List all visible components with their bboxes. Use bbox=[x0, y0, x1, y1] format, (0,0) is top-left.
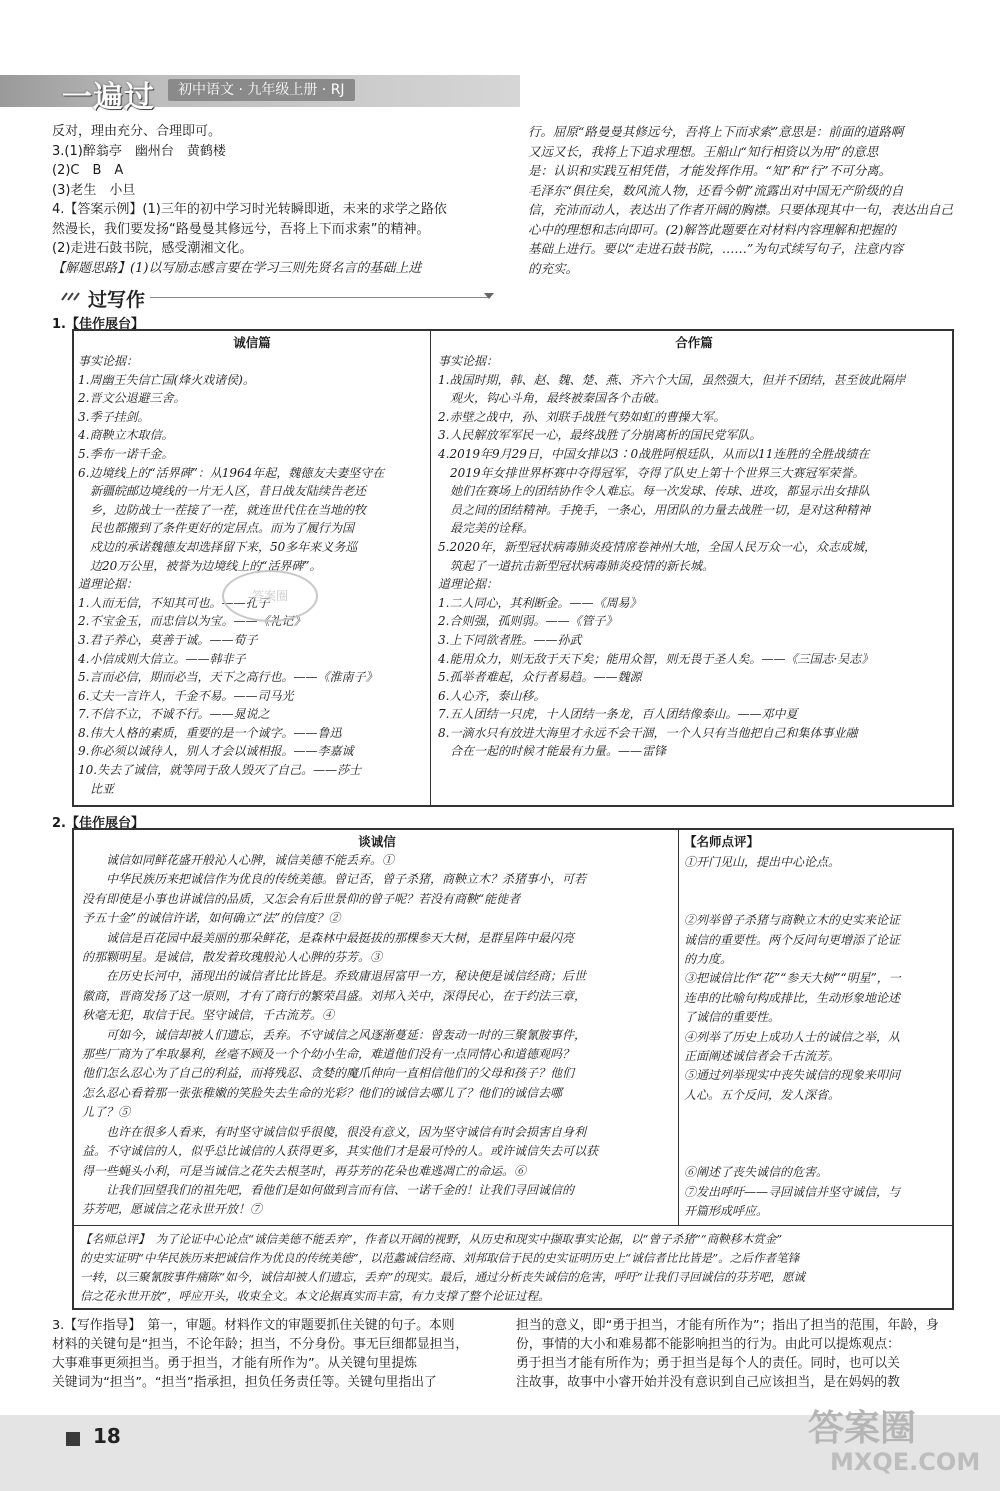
evidence-line: 2.赤壁之战中，孙、刘联手战胜气势如虹的曹操大军。 bbox=[438, 409, 726, 424]
ex2-summary bbox=[80, 1230, 950, 1306]
essay-line: 怎么忍心看着那一张张稚嫩的笑脸失去生命的光彩？他们的诚信去哪儿了？他们的诚信去哪 bbox=[82, 1085, 563, 1100]
ex1-left-column bbox=[78, 333, 426, 798]
subject-label: 初中语文 · 九年级上册 · RJ bbox=[168, 79, 355, 101]
review-comment: ④列举了历史上成功人士的诚信之举，从 bbox=[684, 1029, 901, 1044]
review-comment: ⑤通过列举现实中丧失诚信的现象来叩问 bbox=[684, 1068, 901, 1083]
evidence-line: 最完美的诠释。 bbox=[438, 521, 535, 536]
summary-line: 的史实证明“中华民族历来把诚信作为优良的传统美德”，以范蠡诚信经商、刘邦取信于民的史实证明历史上“诚信者比比皆是”。之后作者笔锋 bbox=[80, 1251, 800, 1265]
review-comment: 的力度。 bbox=[684, 952, 733, 966]
answer-line: (2)C B A bbox=[52, 163, 124, 178]
review-comment: 连串的比喻句构成排比，生动形象地论述 bbox=[684, 990, 901, 1005]
ex2-essay bbox=[82, 832, 672, 1220]
evidence-line: 事实论据： bbox=[438, 354, 499, 368]
answer-line: (2)走进石鼓书院，感受潮湘文化。 bbox=[52, 241, 253, 256]
ex1-right-column bbox=[438, 333, 950, 761]
review-comment: 正面阐述诚信者会千古流芳。 bbox=[684, 1049, 841, 1063]
review-comment: ⑦发出呼吁——寻回诚信并坚守诚信，与 bbox=[684, 1184, 901, 1199]
essay-line: 那些厂商为了牟取暴利，丝毫不顾及一个个幼小生命，难道他们没有一点同情心和道德观吗？ bbox=[82, 1047, 575, 1062]
explanation-line: 心中的理想和志向即可。(2)解答此题要在对材料内容理解和把握的 bbox=[528, 221, 896, 237]
ex2-review bbox=[684, 832, 950, 1231]
evidence-line: 8.一滴水只有放进大海里才永远不会干涸，一个人只有当他把自己和集体事业融 bbox=[438, 725, 858, 740]
evidence-line: 1.二人同心，其利断金。——《周易》 bbox=[438, 595, 642, 610]
evidence-line: 4.能用众力，则无敌于天下矣；能用众智，则无畏于圣人矣。——《三国志·吴志》 bbox=[438, 651, 874, 666]
review-comment: 诚信的重要性。两个反问句更增添了论证 bbox=[684, 932, 901, 947]
essay-line: 予五十金”的诚信许诺，如何确立“法”的信度？② bbox=[82, 911, 341, 926]
evidence-line: 道理论据： bbox=[78, 577, 139, 592]
page-number: 18 bbox=[93, 1424, 121, 1448]
watermark-stamp: 答案圈 bbox=[222, 570, 318, 622]
explanation-line: 基础上进行。要以“走进石鼓书院，……”为句式续写句子，注意内容 bbox=[528, 241, 904, 256]
explanation-line: 毛泽东“俱往矣，数风流人物，还看今朝”流露出对中国无产阶级的自 bbox=[528, 182, 904, 198]
review-comment: 人心。五个反问，发人深省。 bbox=[684, 1087, 841, 1102]
evidence-line: 7.不信不立，不诚不行。——晁说之 bbox=[78, 707, 270, 722]
guide-line: 担当的意义，即“勇于担当，才能有所作为”；指出了担当的范围，年龄，身 bbox=[516, 1318, 939, 1333]
review-title: 【名师点评】 bbox=[684, 834, 760, 849]
guide-line: 注故事，故事中小睿开始并没有意识到自己应该担当，是在妈妈的教 bbox=[516, 1375, 900, 1390]
evidence-line: 比亚 bbox=[78, 781, 115, 796]
evidence-line: 5.季布一诺千金。 bbox=[78, 446, 174, 461]
ex3-right bbox=[516, 1316, 966, 1392]
evidence-line: 6.丈夫一言许人，千金不易。——司马光 bbox=[78, 688, 294, 703]
review-comment: 开篇形成呼应。 bbox=[684, 1204, 769, 1219]
watermark-url: MXQE.COM bbox=[830, 1448, 981, 1476]
evidence-line: 1.战国时期，韩、赵、魏、楚、燕、齐六个大国，虽然强大，但并不团结，甚至彼此隔岸 bbox=[438, 372, 906, 387]
evidence-line: 9.你必须以诚待人，别人才会以诚相报。——李嘉诚 bbox=[78, 744, 354, 759]
evidence-line: 乡，边防战士一茬接了一茬，就连世代住在当地的牧 bbox=[78, 502, 367, 517]
top-right-explanation bbox=[528, 122, 968, 278]
evidence-line: 7.五人团结一只虎，十人团结一条龙，百人团结像泰山。——邓中夏 bbox=[438, 707, 798, 722]
evidence-line: 6.边境线上的“活界碑”：从1964年起，魏德友夫妻坚守在 bbox=[78, 465, 385, 480]
essay-line: 益。不守诚信的人，似乎总比诚信的人获得更多，其实他们才是最可怜的人。或许诚信失去可以获 bbox=[82, 1144, 599, 1159]
evidence-line: 戍边的承诺魏德友却选择留下来，50多年来义务巡 bbox=[78, 539, 358, 554]
essay-line: 让我们回望我们的祖先吧，看他们是如何做到言而有信、一诺千金的！让我们寻回诚信的 bbox=[82, 1182, 575, 1197]
evidence-line: 3.人民解放军军民一心，最终战胜了分崩离析的国民党军队。 bbox=[438, 428, 762, 443]
summary-line: 信之花永世开放”，呼应开头，收束全文。本文论据真实而丰富，有力支撑了整个论证过程。 bbox=[80, 1289, 550, 1303]
section-title: 过写作 bbox=[88, 289, 146, 311]
explanation-line: 是：认识和实践互相凭借，才能发挥作用。“知”和“行”不可分离。 bbox=[528, 163, 892, 178]
top-left-answers bbox=[52, 122, 512, 278]
answer-line: 【解题思路】(1)以写励志感言要在学习三则先贤名言的基础上进 bbox=[52, 260, 422, 276]
essay-line: 徽商，晋商发扬了这一原则，才有了商行的繁荣昌盛。刘邦入关中，深得民心，在于约法三章， bbox=[82, 988, 587, 1003]
evidence-line: 民也都搬到了条件更好的定居点。而为了履行为国 bbox=[78, 521, 355, 536]
explanation-line: 信，充沛而动人，表达出了作者开阔的胸襟。只要体现其中一句，表达出自己 bbox=[528, 202, 954, 217]
watermark-logo: 答案圈 bbox=[808, 1408, 917, 1449]
ex1-right-title: 合作篇 bbox=[675, 335, 713, 350]
answer-line: 然漫长，我们要发扬“路曼曼其修远兮，吾将上下而求索”的精神。 bbox=[52, 221, 430, 237]
essay-line: 的那颗明星。是诚信，散发着玫瑰般沁人心脾的芬芳。③ bbox=[82, 950, 383, 965]
evidence-line: 边20万公里，被誉为边境线上的“活界碑”。 bbox=[78, 558, 322, 573]
brand-logo: 一遍过 bbox=[62, 80, 155, 115]
ex1-label: 1.【佳作展台】 bbox=[52, 317, 144, 332]
essay-line: 可如今，诚信却被人们遗忘，丢弃。不守诚信之风逐渐蔓延：曾轰动一时的三聚氰胺事件， bbox=[82, 1027, 587, 1042]
answer-line: 3.(1)醉翁亭 幽州台 黄鹤楼 bbox=[52, 143, 226, 159]
review-comment: ③把诚信比作“花”“参天大树”“明星”，一 bbox=[684, 971, 901, 986]
evidence-line: 2019年女排世界杯赛中夺得冠军，夺得了队史上第十个世界三大赛冠军荣誉。 bbox=[438, 465, 865, 480]
evidence-line: 4.2019年9月29日，中国女排以3∶0战胜阿根廷队，从而以11连胜的全胜战绩在 bbox=[438, 446, 870, 461]
essay-line: 诚信是百花园中最美丽的那朵鲜花，是森林中最挺拔的那棵参天大树，是群星阵中最闪亮 bbox=[82, 930, 575, 945]
essay-line: 得一些蝇头小利，可是当诚信之花失去根茎时，再芬芳的花朵也难逃凋亡的命运。⑥ bbox=[82, 1163, 527, 1178]
essay-line: 在历史长河中，涌现出的诚信者比比皆是。乔致庸退居富甲一方，秘诀便是诚信经商；后世 bbox=[82, 969, 587, 984]
evidence-line: 4.商鞅立木取信。 bbox=[78, 428, 174, 443]
evidence-line: 合在一起的时候才能最有力量。——雷锋 bbox=[438, 744, 667, 759]
guide-line: 关键词为“担当”。“担当”指承担，担负任务责任等。关键句里指出了 bbox=[52, 1375, 437, 1390]
evidence-line: 1.周幽王失信亡国(烽火戏诸侯)。 bbox=[78, 372, 255, 387]
footer-square-icon bbox=[66, 1432, 80, 1446]
evidence-line: 1.人而无信，不知其可也。——孔子 bbox=[78, 595, 270, 610]
explanation-line: 又远又长，我将上下追求理想。王船山“知行相资以为用”的意思 bbox=[528, 143, 879, 159]
review-comment: 了诚信的重要性。 bbox=[684, 1010, 781, 1025]
review-comment: ⑥阐述了丧失诚信的危害。 bbox=[684, 1165, 829, 1180]
ex1-divider bbox=[430, 330, 431, 806]
ex1-left-title: 诚信篇 bbox=[233, 335, 271, 350]
essay-line: 诚信如同鲜花盛开般沁人心脾，诚信美德不能丢弃。① bbox=[82, 853, 395, 867]
review-comment: ②列举曾子杀猪与商鞅立木的史实来论证 bbox=[684, 913, 901, 928]
answer-line: 4.【答案示例】(1)三年的初中学习时光转瞬即逝，未来的求学之路依 bbox=[52, 202, 447, 217]
evidence-line: 3.君子养心，莫善于诚。——荀子 bbox=[78, 632, 258, 647]
evidence-line: 5.言而必信，期而必当，天下之高行也。——《淮南子》 bbox=[78, 670, 378, 685]
ex2-label: 2.【佳作展台】 bbox=[52, 816, 144, 831]
evidence-line: 筑起了一道抗击新型冠状病毒肺炎疫情的新长城。 bbox=[438, 558, 715, 573]
evidence-line: 员之间的团结精神。手挽手，一条心，用团队的力量去战胜一切，是对这种精神 bbox=[438, 502, 871, 517]
summary-line: 一转，以三聚氰胺事件痛陈“如今，诚信却被人们遗忘，丢弃”的现实。最后，通过分析丧失诚信的危害，呼吁“让我们寻回诚信的芬芳吧，愿诚 bbox=[80, 1270, 806, 1284]
essay-line: 芬芳吧，愿诚信之花永世开放！⑦ bbox=[82, 1202, 263, 1217]
explanation-line: 行。屈原“路曼曼其修远兮，吾将上下而求索”意思是：前面的道路啊 bbox=[528, 124, 904, 139]
ex3-left bbox=[52, 1316, 506, 1392]
guide-line: 3.【写作指导】 第一，审题。材料作文的审题要抓住关键的句子。本则 bbox=[52, 1318, 455, 1333]
essay-line: 儿了？⑤ bbox=[82, 1105, 131, 1120]
evidence-line: 8.伟大人格的素质，重要的是一个诚字。——鲁迅 bbox=[78, 725, 342, 740]
evidence-line: 5.2020年，新型冠状病毒肺炎疫情席卷神州大地，全国人民万众一心，众志成城， bbox=[438, 539, 876, 554]
evidence-line: 2.晋文公退避三舍。 bbox=[78, 391, 186, 406]
essay-line: 秋毫无犯，取信于民。坚守诚信，千古流芳。④ bbox=[82, 1008, 335, 1023]
answer-line: (3)老生 小旦 bbox=[52, 182, 136, 198]
essay-line: 中华民族历来把诚信作为优良的传统美德。曾记否，曾子杀猪，商鞅立木？杀猪事小，可若 bbox=[82, 872, 587, 887]
essay-title: 谈诚信 bbox=[358, 834, 396, 849]
summary-line: 【名师总评】 为了论证中心论点“诚信美德不能丢弃”，作者以开阔的视野，从历史和现实中撷取事实论据，以“曾子杀猪”“商鞅移木赏金” bbox=[80, 1232, 783, 1246]
section-arrow-icon bbox=[484, 293, 494, 299]
section-marker-icon bbox=[60, 290, 86, 302]
evidence-line: 3.上下同欲者胜。——孙武 bbox=[438, 632, 582, 647]
essay-line: 没有即使是小事也讲诚信的品质，又怎会有后世景仰的曾子呢？若没有商鞅“能徙者 bbox=[82, 891, 521, 906]
guide-line: 勇于担当才能有所作为；勇于担当是每个人的责任。同时，也可以关 bbox=[516, 1356, 900, 1371]
answer-line: 反对，理由充分、合理即可。 bbox=[52, 124, 222, 139]
evidence-line: 道理论据： bbox=[438, 577, 499, 592]
guide-line: 大事难事更须担当。勇于担当，才能有所作为”。从关键句里提炼 bbox=[52, 1356, 417, 1371]
evidence-line: 事实论据： bbox=[78, 354, 139, 368]
evidence-line: 10.失去了诚信，就等同于敌人毁灭了自己。——莎士 bbox=[78, 763, 362, 778]
explanation-line: 的充实。 bbox=[528, 260, 579, 276]
guide-line: 份，事情的大小和难易都不能影响担当的行为。由此可以提炼观点： bbox=[516, 1337, 900, 1352]
evidence-line: 2.合则强，孤则弱。——《管子》 bbox=[438, 614, 618, 629]
evidence-line: 观火，钩心斗角，最终被秦国各个击破。 bbox=[438, 391, 667, 406]
essay-line: 也许在很多人看来，有时坚守诚信似乎很傻，很没有意义，因为坚守诚信有时会损害自身利 bbox=[82, 1124, 587, 1139]
evidence-line: 4.小信成则大信立。——韩非子 bbox=[78, 651, 246, 666]
evidence-line: 她们在赛场上的团结协作令人难忘。每一次发球、传球、进攻，都显示出女排队 bbox=[438, 484, 871, 499]
ex2-divider bbox=[678, 829, 679, 1225]
essay-line: 他们怎么忍心为了自己的利益，而将残忍、贪婪的魔爪伸向一直相信他们的父母和孩子？他们 bbox=[82, 1066, 575, 1081]
evidence-line: 5.孤举者难起，众行者易趋。——魏源 bbox=[438, 670, 642, 685]
evidence-line: 新疆皖邮边境线的一片无人区，昔日战友陆续告老还 bbox=[78, 484, 367, 499]
evidence-line: 2.不宝金玉，而忠信以为宝。——《礼记》 bbox=[78, 614, 306, 629]
review-comment: ①开门见山，提出中心论点。 bbox=[684, 855, 841, 869]
section-rule bbox=[150, 297, 490, 298]
evidence-line: 6.人心齐，泰山移。 bbox=[438, 688, 546, 703]
guide-line: 材料的关键句是“担当，不论年龄；担当，不分身份。事无巨细都显担当， bbox=[52, 1337, 469, 1352]
evidence-line: 3.季子挂剑。 bbox=[78, 409, 150, 424]
